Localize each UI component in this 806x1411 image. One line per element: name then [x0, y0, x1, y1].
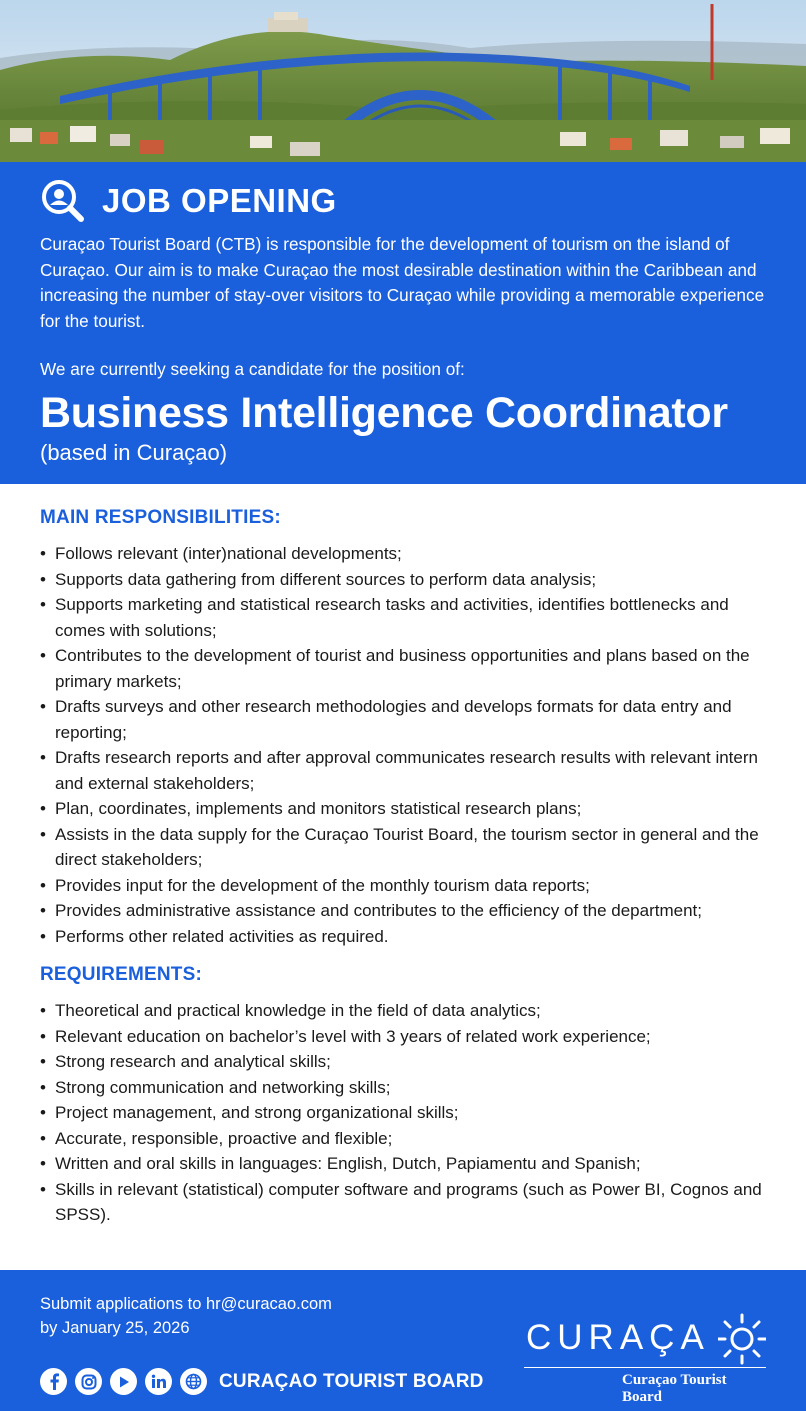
list-item: • Supports marketing and statistical research tasks and activities, identifies bottlenecks and comes with solutions; — [40, 592, 766, 643]
requirements-list — [40, 998, 766, 1228]
intro-paragraph: Curaçao Tourist Board (CTB) is responsible for the development of tourism on the island of Curaçao. Our aim is to make Curaçao the most desirable destination within the Caribbean and increasing the number of stay-over visitors to Curaçao while providing a memorable experience for the tourist. — [40, 234, 765, 331]
linkedin-icon[interactable] — [145, 1368, 172, 1395]
social-links — [40, 1368, 484, 1395]
list-item: • Relevant education on bachelor’s level with 3 years of related work experience; — [40, 1024, 766, 1050]
logo-subtitle: Curaçao Tourist Board — [622, 1372, 727, 1405]
list-item: • Accurate, responsible, proactive and flexible; — [40, 1126, 766, 1152]
list-item: • Provides administrative assistance and contributes to the efficiency of the department; — [40, 898, 766, 924]
instagram-icon[interactable] — [75, 1368, 102, 1395]
list-item: • Plan, coordinates, implements and monitors statistical research plans; — [40, 796, 766, 822]
list-item: • Strong communication and networking skills; — [40, 1075, 766, 1101]
list-item: • Supports data gathering from different sources to perform data analysis; — [40, 567, 766, 593]
list-item: • Theoretical and practical knowledge in the field of data analytics; — [40, 998, 766, 1024]
list-item: • Contributes to the development of tourist and business opportunities and plans based on the primary markets; — [40, 643, 766, 694]
hero-photo-bridge — [0, 0, 806, 162]
submit-email-line[interactable]: Submit applications to hr@curacao.com — [40, 1295, 332, 1313]
logo-wordmark: CURAÇA — [526, 1318, 710, 1357]
list-item: • Skills in relevant (statistical) computer software and programs (such as Power BI, Cognos and SPSS). — [40, 1177, 766, 1228]
logo-divider — [524, 1367, 766, 1368]
job-details — [0, 484, 806, 1270]
requirements-heading: REQUIREMENTS: — [40, 964, 202, 985]
youtube-icon[interactable] — [110, 1368, 137, 1395]
list-item: • Written and oral skills in languages: English, Dutch, Papiamentu and Spanish; — [40, 1151, 766, 1177]
responsibilities-list — [40, 541, 766, 949]
list-item: • Strong research and analytical skills; — [40, 1049, 766, 1075]
sun-icon — [718, 1312, 766, 1371]
board-name: CURAÇAO TOURIST BOARD — [219, 1370, 484, 1392]
list-item: • Performs other related activities as required. — [40, 924, 766, 950]
facebook-icon[interactable] — [40, 1368, 67, 1395]
job-header — [0, 162, 806, 484]
position-title: Business Intelligence Coordinator — [40, 389, 728, 437]
submit-instructions — [40, 1292, 332, 1340]
list-item: • Drafts research reports and after approval communicates research results with relevant intern and external stakeholders; — [40, 745, 766, 796]
seeking-text: We are currently seeking a candidate for the position of: — [40, 359, 465, 379]
position-location: (based in Curaçao) — [40, 440, 228, 465]
list-item: • Provides input for the development of the monthly tourism data reports; — [40, 873, 766, 899]
curacao-logo — [524, 1312, 768, 1404]
submit-deadline-line: by January 25, 2026 — [40, 1319, 190, 1337]
job-opening-heading: JOB OPENING — [102, 182, 337, 219]
list-item: • Follows relevant (inter)national developments; — [40, 541, 766, 567]
responsibilities-heading: MAIN RESPONSIBILITIES: — [40, 507, 281, 528]
list-item: • Project management, and strong organizational skills; — [40, 1100, 766, 1126]
globe-icon[interactable] — [180, 1368, 207, 1395]
search-person-icon — [40, 178, 86, 224]
list-item: • Drafts surveys and other research methodologies and develops formats for data entry and reporting; — [40, 694, 766, 745]
footer — [0, 1270, 806, 1411]
list-item: • Assists in the data supply for the Curaçao Tourist Board, the tourism sector in general and the direct stakeholders; — [40, 822, 766, 873]
